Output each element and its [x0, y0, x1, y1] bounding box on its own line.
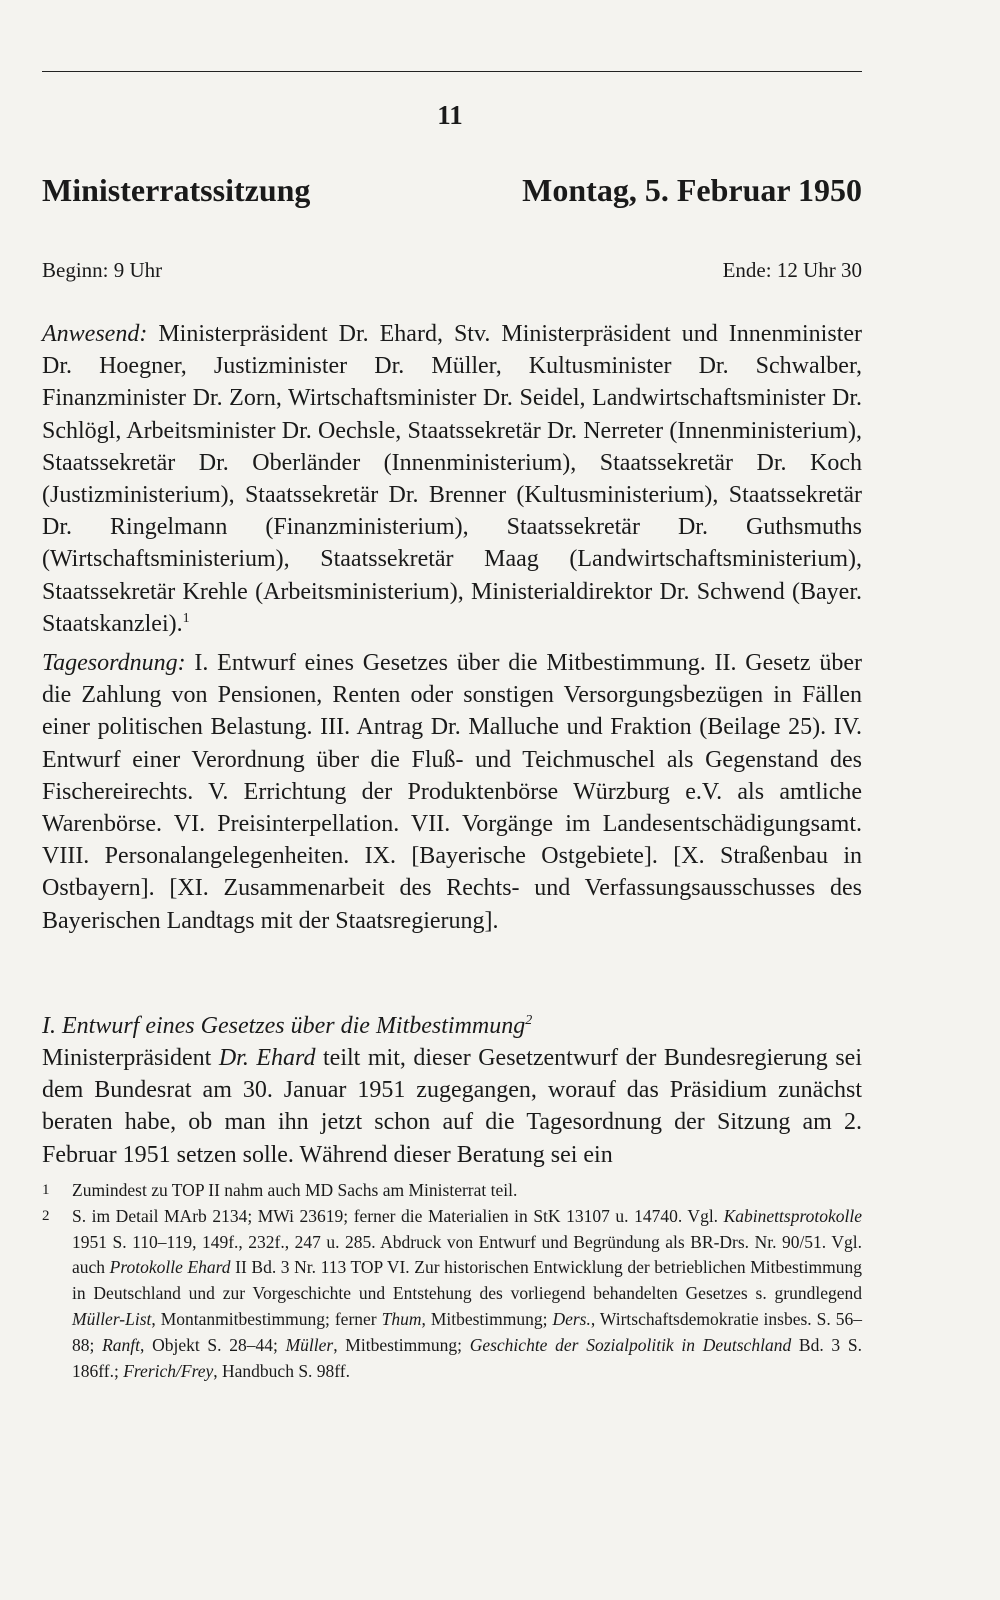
fn2-part: , Wirtschaftsdemokratie insbes. S. 56–88; [72, 1308, 862, 1355]
fn2-citation: Ranft [102, 1334, 140, 1355]
footnote-1-number: 1 [42, 1182, 50, 1198]
fn2-part: , Montanmitbestimmung; ferner [151, 1308, 382, 1329]
agenda-label: Tagesordnung: [42, 650, 186, 676]
fn2-part: II Bd. 3 Nr. 113 TOP VI. Zur historischen Entwicklung der betrieblichen Mitbestimmung in Deutschland und zur Vorgeschichte und Entstehung des vorliegend behandelten Gesetzes s. grundlegend [72, 1257, 863, 1304]
fn2-part: Bd. 3 S. 186ff.; [72, 1334, 862, 1381]
fn2-part: , Mitbestimmung; [421, 1308, 553, 1329]
footnote-2 [42, 1204, 862, 1385]
meeting-date: Montag, 5. Februar 1950 [522, 172, 862, 208]
attendance-label: Anwesend: [42, 321, 148, 347]
fn2-part: , Mitbestimmung; [333, 1334, 470, 1355]
attendance-paragraph [42, 318, 862, 640]
fn2-part: , Objekt S. 28–44; [140, 1334, 286, 1355]
fn2-citation: Kabinettsprotokolle [723, 1205, 862, 1226]
fn2-citation: Thum [381, 1308, 422, 1329]
fn2-citation: Müller [285, 1334, 334, 1355]
time-row [42, 255, 862, 285]
section-text-rest: teilt mit, dieser Gesetzentwurf der Bundesregierung sei dem Bundesrat am 30. Januar 1951 zugegangen, worauf das Präsidium zunächst beraten habe, ob man ihn jetzt schon auf die Tagesordnung der Sitzung am 2. Februar 1951 setzen solle. Während dieser Beratung sei ein [42, 1045, 862, 1168]
header-rule [42, 71, 862, 72]
title-row [42, 170, 862, 210]
fn2-part: S. im Detail MArb 2134; MWi 23619; ferner die Materialien in StK 13107 u. 14740. Vgl. [72, 1205, 724, 1226]
fn2-citation: Müller-List [72, 1308, 152, 1329]
footnotes [42, 1178, 862, 1384]
meeting-title: Ministerratssitzung [42, 172, 311, 208]
fn2-citation: Geschichte der Sozialpolitik in Deutschland [469, 1334, 792, 1355]
fn2-citation: Protokolle Ehard [109, 1257, 231, 1278]
fn2-part: 1951 S. 110–119, 149f., 232f., 247 u. 285. Abdruck von Entwurf und Begründung als BR-Drs. Nr. 90/51. Vgl. auch [72, 1231, 862, 1278]
section-heading-text: I. Entwurf eines Gesetzes über die Mitbestimmung [42, 1013, 526, 1039]
footnote-ref-2: 2 [525, 1013, 533, 1028]
section-heading [42, 1010, 862, 1042]
attendance-text: Ministerpräsident Dr. Ehard, Stv. Ministerpräsident und Innenminister Dr. Hoegner, Justizminister Dr. Müller, Kultusminister Dr. Schwalber, Finanzminister Dr. Zorn, Wirtschaftsminister Dr. Seidel, Landwirtschaftsminister Dr. Schlögl, Arbeitsminister Dr. Oechsle, Staatssekretär Dr. Nerreter (Innenministerium), Staatssekretär Dr. Oberländer (Innenministerium), Staatssekretär Dr. Koch (Justizministerium), Staatssekretär Dr. Brenner (Kultusministerium), Staatssekretär Dr. Ringelmann (Finanzministerium), Staatssekretär Dr. Guthsmuths (Wirtschaftsministerium), Staatssekretär Maag (Landwirtschaftsministerium), Staatssekretär Krehle (Arbeitsministerium), Ministerialdirektor Dr. Schwend (Bayer. Staatskanzlei). [42, 321, 863, 637]
document-number: 11 [437, 100, 463, 130]
footnote-1 [42, 1178, 862, 1204]
fn2-citation: Frerich/Frey [123, 1360, 214, 1381]
fn2-citation: Ders. [552, 1308, 591, 1329]
footnote-2-number: 2 [42, 1207, 50, 1224]
fn2-part: , Handbuch S. 98ff. [213, 1360, 351, 1381]
section-text-start: Ministerpräsident [42, 1045, 219, 1071]
speaker-name: Dr. Ehard [218, 1045, 316, 1071]
end-time: Ende: 12 Uhr 30 [722, 258, 862, 282]
footnote-1-text: Zumindest zu TOP II nahm auch MD Sachs am Ministerrat teil. [72, 1180, 518, 1200]
footnote-ref-1: 1 [182, 610, 190, 626]
agenda-text: I. Entwurf eines Gesetzes über die Mitbestimmung. II. Gesetz über die Zahlung von Pensionen, Renten oder sonstigen Versorgungsbezügen in Fällen einer politischen Belastung. III. Antrag Dr. Malluche und Fraktion (Beilage 25). IV. Entwurf einer Verordnung über die Fluß- und Teichmuschel als Gegenstand des Fischereirechts. V. Errichtung der Produktenbörse Würzburg e.V. als amtliche Warenbörse. VI. Preisinterpellation. VII. Vorgänge im Landesentschädigungsamt. VIII. Personalangelegenheiten. IX. [Bayerische Ostgebiete]. [X. Straßenbau in Ostbayern]. [XI. Zusammenarbeit des Rechts- und Verfassungsausschusses des Bayerischen Landtags mit der Staatsregierung]. [42, 650, 863, 934]
agenda-paragraph [42, 647, 862, 937]
section-paragraph [42, 1042, 862, 1171]
begin-time: Beginn: 9 Uhr [42, 258, 163, 282]
